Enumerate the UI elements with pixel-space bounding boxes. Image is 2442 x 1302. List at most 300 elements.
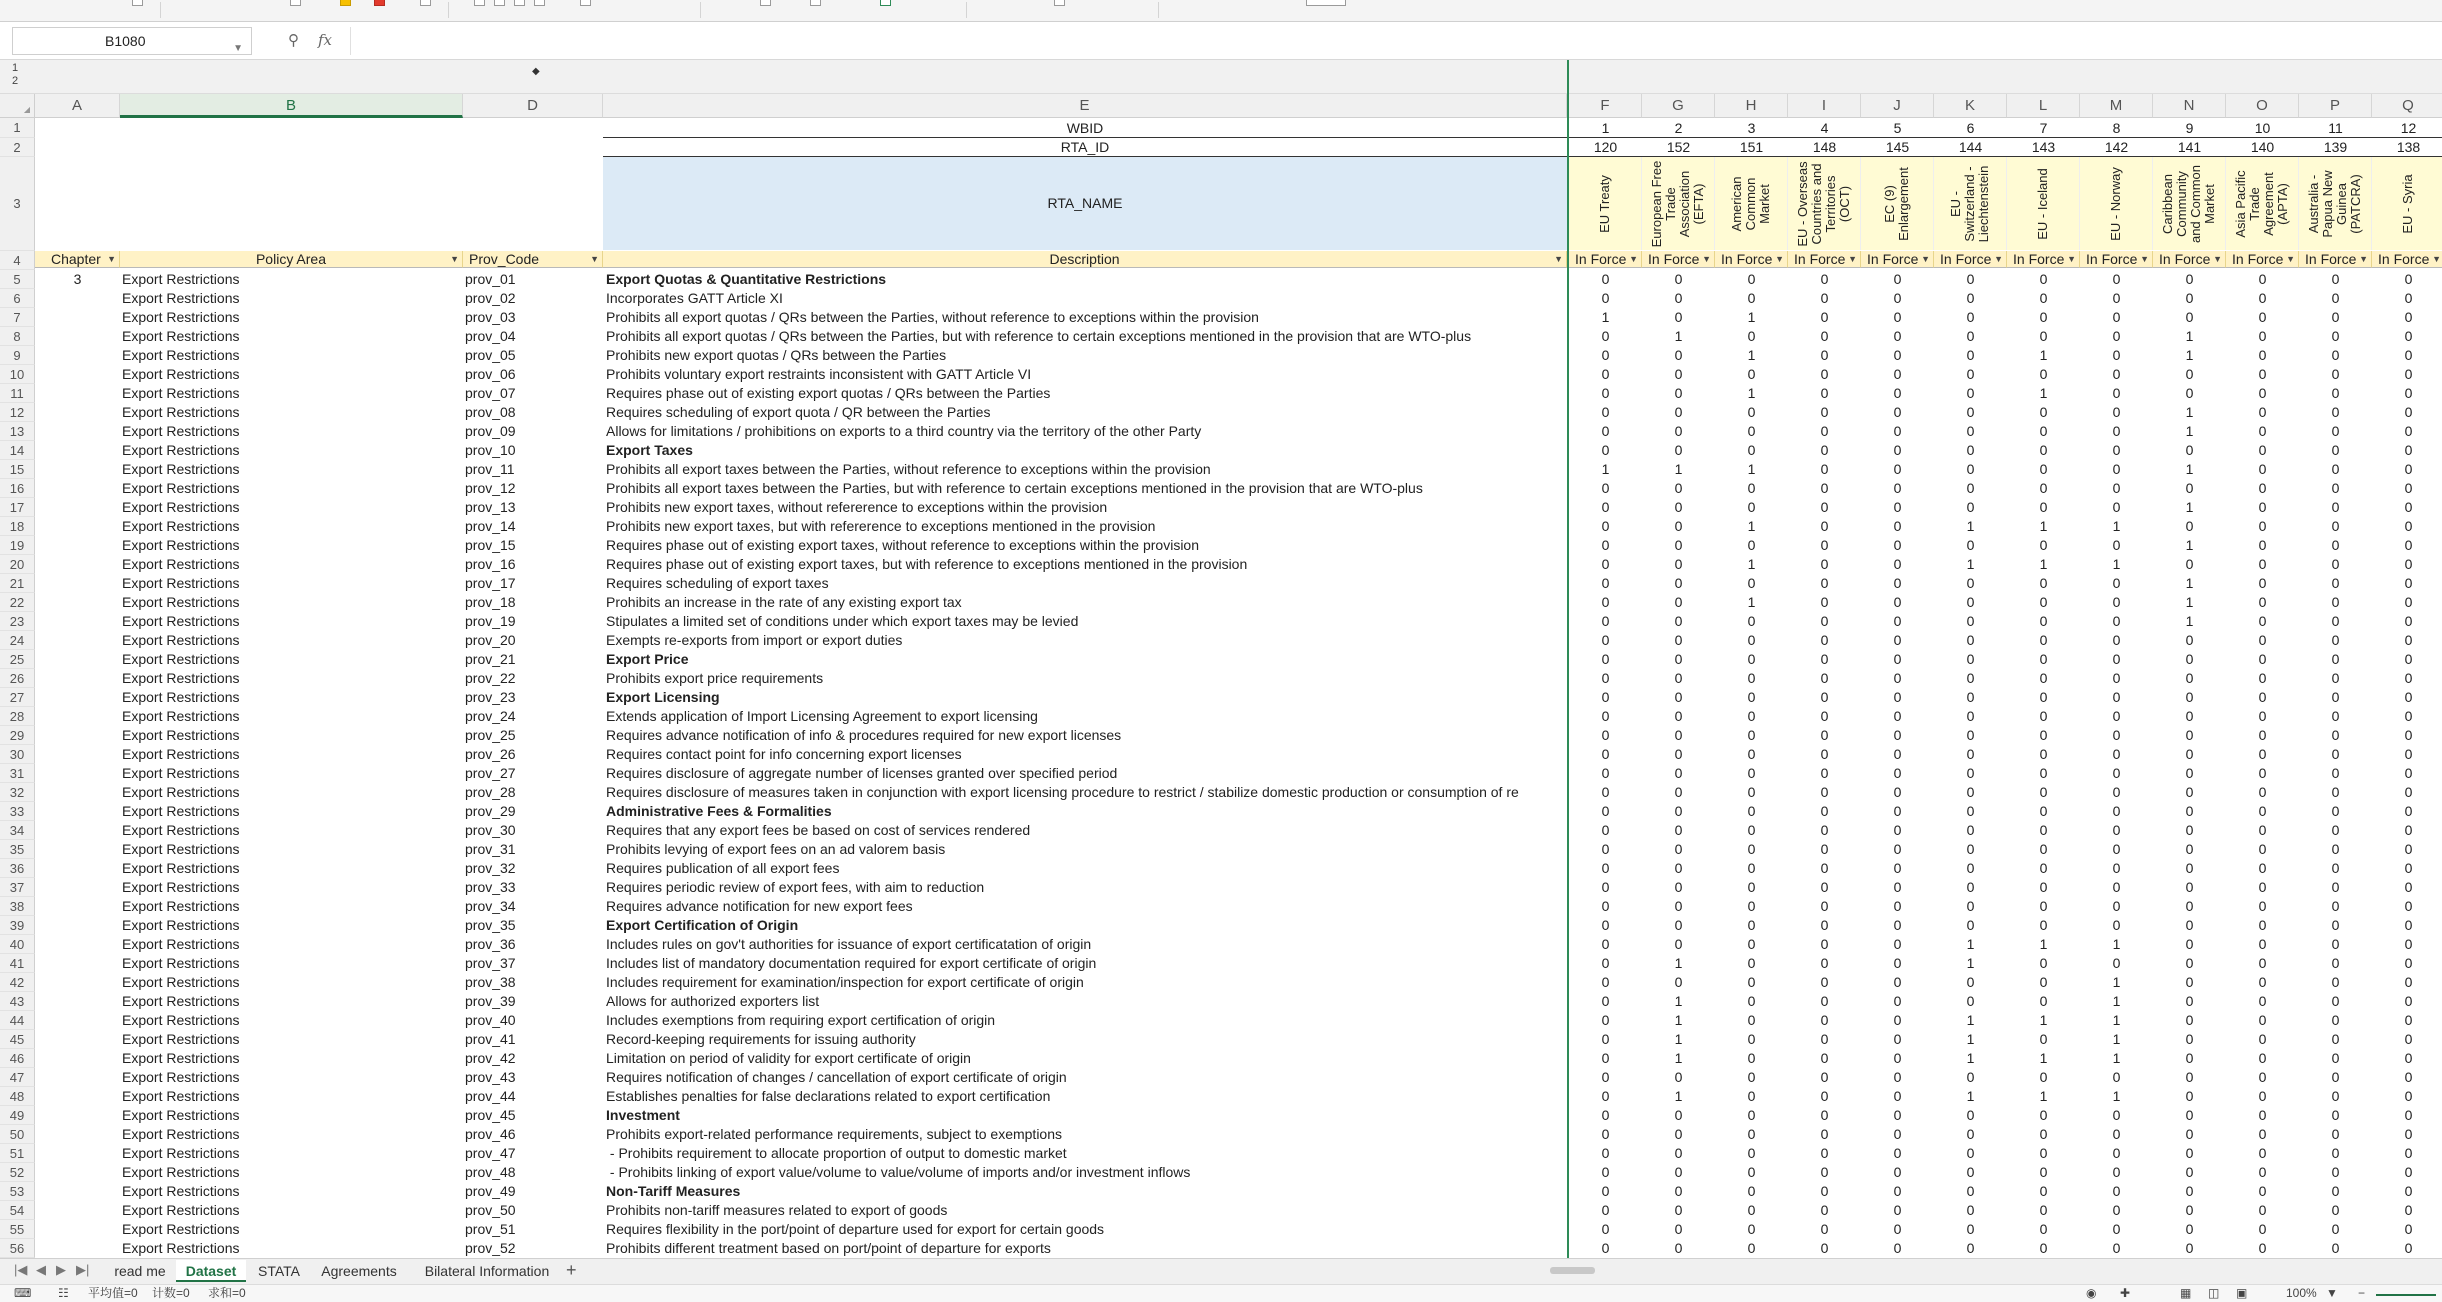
description-cell[interactable]: Allows for limitations / prohibitions on exports to a third country via the territory of the other Party [606,423,1202,439]
provision-value-cell[interactable]: 0 [2112,860,2121,876]
zoom-icon[interactable]: ⚲ [288,32,299,49]
provision-value-cell[interactable]: 0 [1893,594,1902,610]
provision-value-cell[interactable]: 0 [2331,765,2340,781]
chapter-cell[interactable] [35,764,120,783]
row-header[interactable]: 20 [0,555,35,574]
provision-value-cell[interactable]: 0 [1820,385,1829,401]
prov-code-cell[interactable]: prov_42 [465,1050,516,1066]
provision-value-cell[interactable]: 0 [2404,556,2413,572]
wrap-text-icon[interactable] [580,0,591,6]
row-header[interactable]: 27 [0,688,35,707]
provision-value-cell[interactable]: 0 [2039,1126,2048,1142]
filter-dropdown-icon[interactable]: ▼ [1702,254,1711,264]
provision-value-cell[interactable]: 0 [1601,822,1610,838]
provision-value-cell[interactable]: 0 [1820,309,1829,325]
provision-value-cell[interactable]: 0 [1893,1107,1902,1123]
font-icon[interactable] [290,0,301,6]
policy-area-cell[interactable]: Export Restrictions [122,385,240,401]
chapter-cell[interactable] [35,688,120,707]
provision-value-cell[interactable]: 0 [1601,993,1610,1009]
filter-dropdown-icon[interactable]: ▼ [590,254,599,264]
select-all-corner[interactable] [0,94,35,118]
provision-value-cell[interactable]: 0 [1674,613,1683,629]
provision-value-cell[interactable]: 0 [1601,1221,1610,1237]
provision-value-cell[interactable]: 0 [1674,689,1683,705]
provision-value-cell[interactable]: 0 [1820,936,1829,952]
provision-value-cell[interactable]: 0 [2112,670,2121,686]
provision-value-cell[interactable]: 0 [1966,423,1975,439]
provision-value-cell[interactable]: 0 [2404,860,2413,876]
policy-area-cell[interactable]: Export Restrictions [122,271,240,287]
provision-value-cell[interactable]: 0 [2112,841,2121,857]
description-cell[interactable]: Includes rules on gov't authorities for issuance of export certificatation of origin [606,936,1092,952]
provision-value-cell[interactable]: 0 [1601,1069,1610,1085]
provision-value-cell[interactable]: 1 [1966,1050,1975,1066]
row-header[interactable]: 45 [0,1030,35,1049]
provision-value-cell[interactable]: 0 [2258,290,2267,306]
rta-id-cell[interactable]: 142 [2080,138,2153,157]
provision-value-cell[interactable]: 0 [1674,841,1683,857]
provision-value-cell[interactable]: 0 [2404,727,2413,743]
filter-dropdown-icon[interactable]: ▼ [1994,254,2003,264]
filter-status[interactable] [1642,251,1715,268]
description-cell[interactable]: Prohibits new export taxes, but with refererence to exceptions mentioned in the provision [606,518,1156,534]
provision-value-cell[interactable]: 0 [2185,271,2194,287]
provision-value-cell[interactable]: 0 [1674,746,1683,762]
provision-value-cell[interactable]: 0 [1966,689,1975,705]
row-header[interactable]: 11 [0,384,35,403]
chapter-cell[interactable] [35,1087,120,1106]
provision-value-cell[interactable]: 0 [1601,784,1610,800]
chapter-cell[interactable] [35,479,120,498]
provision-value-cell[interactable]: 0 [2404,613,2413,629]
provision-value-cell[interactable]: 0 [1966,366,1975,382]
provision-value-cell[interactable]: 0 [2112,480,2121,496]
column-header-q[interactable]: Q [2372,94,2442,118]
row-header[interactable]: 40 [0,935,35,954]
provision-value-cell[interactable]: 0 [1893,974,1902,990]
description-cell[interactable]: Export Licensing [606,689,720,705]
provision-value-cell[interactable]: 0 [2331,1012,2340,1028]
prov-code-cell[interactable]: prov_07 [465,385,516,401]
provision-value-cell[interactable]: 0 [1966,746,1975,762]
provision-value-cell[interactable]: 1 [1966,1088,1975,1104]
provision-value-cell[interactable]: 0 [1966,385,1975,401]
filter-status[interactable] [1569,251,1642,268]
row-header[interactable]: 42 [0,973,35,992]
column-header-n[interactable]: N [2153,94,2226,118]
provision-value-cell[interactable]: 0 [2258,366,2267,382]
provision-value-cell[interactable]: 1 [1747,461,1756,477]
provision-value-cell[interactable]: 0 [2258,404,2267,420]
provision-value-cell[interactable]: 1 [1966,1031,1975,1047]
provision-value-cell[interactable]: 0 [1966,1107,1975,1123]
provision-value-cell[interactable]: 0 [2039,480,2048,496]
provision-value-cell[interactable]: 0 [1893,1183,1902,1199]
filter-prov-code[interactable] [463,251,603,268]
chapter-cell[interactable] [35,517,120,536]
provision-value-cell[interactable]: 0 [1601,879,1610,895]
provision-value-cell[interactable]: 0 [1966,708,1975,724]
description-cell[interactable]: Prohibits new export quotas / QRs between the Parties [606,347,947,363]
provision-value-cell[interactable]: 0 [2112,689,2121,705]
wbid-cell[interactable]: 4 [1788,118,1861,138]
prov-code-cell[interactable]: prov_31 [465,841,516,857]
rta-name-cell[interactable] [2153,157,2226,250]
description-cell[interactable]: Prohibits levying of export fees on an ad valorem basis [606,841,946,857]
provision-value-cell[interactable]: 0 [1893,1088,1902,1104]
policy-area-cell[interactable]: Export Restrictions [122,993,240,1009]
provision-value-cell[interactable]: 0 [2039,1164,2048,1180]
provision-value-cell[interactable]: 0 [2331,708,2340,724]
provision-value-cell[interactable]: 1 [1747,347,1756,363]
provision-value-cell[interactable]: 0 [1893,1126,1902,1142]
row-header[interactable]: 12 [0,403,35,422]
policy-area-cell[interactable]: Export Restrictions [122,632,240,648]
row-header-1[interactable]: 1 [0,118,35,138]
provision-value-cell[interactable]: 0 [2185,841,2194,857]
description-cell[interactable]: Prohibits voluntary export restraints inconsistent with GATT Article VI [606,366,1032,382]
provision-value-cell[interactable]: 0 [2039,632,2048,648]
description-cell[interactable]: Record-keeping requirements for issuing authority [606,1031,916,1047]
provision-value-cell[interactable]: 0 [1966,784,1975,800]
policy-area-cell[interactable]: Export Restrictions [122,1240,240,1256]
provision-value-cell[interactable]: 0 [2404,670,2413,686]
provision-value-cell[interactable]: 0 [1966,1183,1975,1199]
chapter-cell[interactable] [35,574,120,593]
provision-value-cell[interactable]: 0 [1966,974,1975,990]
provision-value-cell[interactable]: 0 [2039,594,2048,610]
provision-value-cell[interactable]: 0 [1820,1107,1829,1123]
provision-value-cell[interactable]: 1 [1601,309,1610,325]
description-cell[interactable]: Requires scheduling of export taxes [606,575,829,591]
provision-value-cell[interactable]: 0 [1674,784,1683,800]
filter-dropdown-icon[interactable]: ▼ [2432,254,2441,264]
description-cell[interactable]: Prohibits all export taxes between the Parties, without reference to exceptions within the provision [606,461,1211,477]
policy-area-cell[interactable]: Export Restrictions [122,746,240,762]
policy-area-cell[interactable]: Export Restrictions [122,366,240,382]
provision-value-cell[interactable]: 0 [1674,822,1683,838]
provision-value-cell[interactable]: 0 [1893,936,1902,952]
description-cell[interactable]: Includes exemptions from requiring export certification of origin [606,1012,996,1028]
provision-value-cell[interactable]: 0 [2258,1088,2267,1104]
chapter-cell[interactable] [35,1030,120,1049]
provision-value-cell[interactable]: 0 [1674,898,1683,914]
provision-value-cell[interactable]: 0 [1966,917,1975,933]
provision-value-cell[interactable]: 0 [1966,727,1975,743]
indent-icon[interactable] [534,0,545,6]
provision-value-cell[interactable]: 0 [1601,936,1610,952]
provision-value-cell[interactable]: 1 [2112,1050,2121,1066]
provision-value-cell[interactable]: 0 [1601,746,1610,762]
provision-value-cell[interactable]: 0 [1601,1050,1610,1066]
provision-value-cell[interactable]: 0 [1674,1069,1683,1085]
prov-code-cell[interactable]: prov_06 [465,366,516,382]
provision-value-cell[interactable]: 0 [2112,423,2121,439]
provision-value-cell[interactable]: 0 [1601,898,1610,914]
column-header-o[interactable]: O [2226,94,2299,118]
policy-area-cell[interactable]: Export Restrictions [122,537,240,553]
provision-value-cell[interactable]: 0 [2112,1240,2121,1256]
provision-value-cell[interactable]: 0 [2112,708,2121,724]
description-cell[interactable]: Requires phase out of existing export taxes, without reference to exceptions within the provision [606,537,1199,553]
provision-value-cell[interactable]: 0 [2112,1202,2121,1218]
provision-value-cell[interactable]: 0 [2039,765,2048,781]
provision-value-cell[interactable]: 0 [2404,499,2413,515]
policy-area-cell[interactable]: Export Restrictions [122,1031,240,1047]
provision-value-cell[interactable]: 0 [2331,993,2340,1009]
provision-value-cell[interactable]: 0 [1674,1240,1683,1256]
chapter-cell[interactable] [35,460,120,479]
provision-value-cell[interactable]: 1 [2185,613,2194,629]
provision-value-cell[interactable]: 0 [2331,1240,2340,1256]
provision-value-cell[interactable]: 0 [1747,1069,1756,1085]
filter-status[interactable] [1861,251,1934,268]
policy-area-cell[interactable]: Export Restrictions [122,1202,240,1218]
provision-value-cell[interactable]: 0 [1747,442,1756,458]
provision-value-cell[interactable]: 0 [2185,1240,2194,1256]
provision-value-cell[interactable]: 0 [2258,936,2267,952]
policy-area-cell[interactable]: Export Restrictions [122,651,240,667]
add-sheet-button[interactable]: + [566,1260,577,1280]
provision-value-cell[interactable]: 0 [2185,1012,2194,1028]
column-header-e[interactable]: E [603,94,1567,118]
provision-value-cell[interactable]: 0 [1820,404,1829,420]
wbid-cell[interactable]: 2 [1642,118,1715,138]
chapter-cell[interactable] [35,954,120,973]
provision-value-cell[interactable]: 0 [2331,1107,2340,1123]
provision-value-cell[interactable]: 0 [2258,1145,2267,1161]
normal-view-icon[interactable]: ▦ [2180,1286,2192,1300]
prov-code-cell[interactable]: prov_23 [465,689,516,705]
provision-value-cell[interactable]: 0 [2258,271,2267,287]
provision-value-cell[interactable]: 0 [1820,955,1829,971]
provision-value-cell[interactable]: 0 [1966,1164,1975,1180]
provision-value-cell[interactable]: 0 [1966,1240,1975,1256]
provision-value-cell[interactable]: 0 [2404,575,2413,591]
provision-value-cell[interactable]: 0 [2331,423,2340,439]
provision-value-cell[interactable]: 0 [2112,651,2121,667]
chapter-cell[interactable] [35,1239,120,1258]
provision-value-cell[interactable]: 0 [2258,613,2267,629]
provision-value-cell[interactable]: 1 [2039,347,2048,363]
chapter-cell[interactable] [35,1068,120,1087]
provision-value-cell[interactable]: 0 [2112,1107,2121,1123]
provision-value-cell[interactable]: 0 [1820,746,1829,762]
provision-value-cell[interactable]: 0 [2185,689,2194,705]
provision-value-cell[interactable]: 0 [1893,480,1902,496]
provision-value-cell[interactable]: 0 [2039,841,2048,857]
chapter-cell[interactable] [35,973,120,992]
prov-code-cell[interactable]: prov_39 [465,993,516,1009]
align-center-icon[interactable] [494,0,505,6]
provision-value-cell[interactable]: 0 [1820,480,1829,496]
description-cell[interactable]: Prohibits different treatment based on port/point of departure for exports [606,1240,1051,1256]
provision-value-cell[interactable]: 0 [2112,1221,2121,1237]
provision-value-cell[interactable]: 0 [1747,822,1756,838]
policy-area-cell[interactable]: Export Restrictions [122,347,240,363]
provision-value-cell[interactable]: 0 [2039,860,2048,876]
provision-value-cell[interactable]: 0 [1747,879,1756,895]
provision-value-cell[interactable]: 0 [2258,480,2267,496]
provision-value-cell[interactable]: 0 [2404,1240,2413,1256]
zoom-out-icon[interactable]: − [2358,1286,2366,1300]
provision-value-cell[interactable]: 0 [2258,556,2267,572]
provision-value-cell[interactable]: 0 [1966,1202,1975,1218]
provision-value-cell[interactable]: 0 [1893,803,1902,819]
description-cell[interactable]: Stipulates a limited set of conditions under which export taxes may be levied [606,613,1079,629]
provision-value-cell[interactable]: 1 [1966,1012,1975,1028]
column-header-l[interactable]: L [2007,94,2080,118]
provision-value-cell[interactable]: 0 [2258,518,2267,534]
row-header[interactable]: 38 [0,897,35,916]
provision-value-cell[interactable]: 0 [2404,328,2413,344]
provision-value-cell[interactable]: 0 [1747,898,1756,914]
provision-value-cell[interactable]: 0 [2185,1031,2194,1047]
provision-value-cell[interactable]: 1 [2185,499,2194,515]
provision-value-cell[interactable]: 1 [2039,936,2048,952]
provision-value-cell[interactable]: 0 [1966,651,1975,667]
wbid-cell[interactable]: 10 [2226,118,2299,138]
provision-value-cell[interactable]: 0 [2185,860,2194,876]
provision-value-cell[interactable]: 0 [1966,328,1975,344]
provision-value-cell[interactable]: 0 [1674,347,1683,363]
filter-description[interactable] [603,251,1567,268]
provision-value-cell[interactable]: 0 [2112,1126,2121,1142]
provision-value-cell[interactable]: 0 [1747,537,1756,553]
rta-name-cell[interactable] [2007,157,2080,250]
provision-value-cell[interactable]: 0 [2185,651,2194,667]
prov-code-cell[interactable]: prov_43 [465,1069,516,1085]
chapter-cell[interactable] [35,631,120,650]
provision-value-cell[interactable]: 0 [2185,746,2194,762]
align-right-icon[interactable] [514,0,525,6]
provision-value-cell[interactable]: 0 [1820,879,1829,895]
description-cell[interactable]: Requires that any export fees be based on cost of services rendered [606,822,1031,838]
provision-value-cell[interactable]: 0 [1601,499,1610,515]
tab-dataset[interactable]: Dataset [176,1260,246,1282]
rta-name-cell[interactable] [1642,157,1715,250]
column-header-a[interactable]: A [35,94,120,118]
provision-value-cell[interactable]: 0 [1820,1031,1829,1047]
policy-area-cell[interactable]: Export Restrictions [122,499,240,515]
provision-value-cell[interactable]: 0 [1893,347,1902,363]
provision-value-cell[interactable]: 0 [1674,708,1683,724]
provision-value-cell[interactable]: 0 [1747,423,1756,439]
provision-value-cell[interactable]: 0 [1674,765,1683,781]
chapter-cell[interactable] [35,745,120,764]
chapter-cell[interactable] [35,1011,120,1030]
provision-value-cell[interactable]: 0 [2258,1221,2267,1237]
provision-value-cell[interactable]: 0 [1893,271,1902,287]
provision-value-cell[interactable]: 0 [1820,689,1829,705]
policy-area-cell[interactable]: Export Restrictions [122,613,240,629]
row-header[interactable]: 30 [0,745,35,764]
rta-name-cell[interactable] [2299,157,2372,250]
provision-value-cell[interactable]: 0 [2258,499,2267,515]
provision-value-cell[interactable]: 1 [1674,328,1683,344]
provision-value-cell[interactable]: 0 [1747,974,1756,990]
provision-value-cell[interactable]: 0 [2185,1221,2194,1237]
provision-value-cell[interactable]: 0 [2258,423,2267,439]
row-header[interactable]: 16 [0,479,35,498]
row-header[interactable]: 55 [0,1220,35,1239]
provision-value-cell[interactable]: 0 [1966,879,1975,895]
provision-value-cell[interactable]: 0 [1674,480,1683,496]
provision-value-cell[interactable]: 0 [1820,347,1829,363]
provision-value-cell[interactable]: 0 [2039,1145,2048,1161]
provision-value-cell[interactable]: 0 [2258,1012,2267,1028]
provision-value-cell[interactable]: 1 [2185,594,2194,610]
provision-value-cell[interactable]: 0 [1966,765,1975,781]
provision-value-cell[interactable]: 1 [1747,309,1756,325]
sort-filter-icon[interactable] [1306,0,1346,6]
description-cell[interactable]: Requires disclosure of aggregate number of licenses granted over specified period [606,765,1118,781]
provision-value-cell[interactable]: 0 [1747,765,1756,781]
provision-value-cell[interactable]: 0 [2039,1240,2048,1256]
provision-value-cell[interactable]: 0 [1601,404,1610,420]
provision-value-cell[interactable]: 1 [1674,1012,1683,1028]
provision-value-cell[interactable]: 0 [2185,670,2194,686]
description-cell[interactable]: Extends application of Import Licensing Agreement to export licensing [606,708,1038,724]
provision-value-cell[interactable]: 0 [2039,290,2048,306]
provision-value-cell[interactable]: 0 [1601,1012,1610,1028]
provision-value-cell[interactable]: 0 [2258,1050,2267,1066]
prov-code-cell[interactable]: prov_30 [465,822,516,838]
provision-value-cell[interactable]: 0 [2112,1183,2121,1199]
provision-value-cell[interactable]: 0 [2404,955,2413,971]
provision-value-cell[interactable]: 0 [1747,366,1756,382]
provision-value-cell[interactable]: 0 [2039,727,2048,743]
provision-value-cell[interactable]: 0 [2404,993,2413,1009]
description-cell[interactable]: Export Quotas & Quantitative Restrictions [606,271,887,287]
prov-code-cell[interactable]: prov_14 [465,518,516,534]
provision-value-cell[interactable]: 0 [2039,423,2048,439]
provision-value-cell[interactable]: 0 [1674,309,1683,325]
provision-value-cell[interactable]: 1 [1674,461,1683,477]
policy-area-cell[interactable]: Export Restrictions [122,1088,240,1104]
chapter-cell[interactable] [35,346,120,365]
row-header[interactable]: 44 [0,1011,35,1030]
provision-value-cell[interactable]: 0 [1966,1145,1975,1161]
formula-input[interactable] [350,27,2432,55]
provision-value-cell[interactable]: 0 [2185,1050,2194,1066]
prov-code-cell[interactable]: prov_10 [465,442,516,458]
provision-value-cell[interactable]: 0 [1893,917,1902,933]
wbid-cell[interactable]: 12 [2372,118,2442,138]
provision-value-cell[interactable]: 0 [1747,708,1756,724]
provision-value-cell[interactable]: 0 [2185,917,2194,933]
provision-value-cell[interactable]: 0 [1966,537,1975,553]
provision-value-cell[interactable]: 0 [2039,689,2048,705]
provision-value-cell[interactable]: 0 [2039,1107,2048,1123]
provision-value-cell[interactable]: 0 [1674,1126,1683,1142]
chapter-cell[interactable] [35,1049,120,1068]
provision-value-cell[interactable]: 0 [1674,1221,1683,1237]
rta-name-cell[interactable] [1715,157,1788,250]
provision-value-cell[interactable]: 0 [2039,670,2048,686]
provision-value-cell[interactable]: 0 [1747,651,1756,667]
provision-value-cell[interactable]: 0 [1747,1107,1756,1123]
prov-code-cell[interactable]: prov_51 [465,1221,516,1237]
chapter-cell[interactable]: 3 [73,271,82,287]
provision-value-cell[interactable]: 0 [2039,708,2048,724]
filter-dropdown-icon[interactable]: ▼ [2140,254,2149,264]
provision-value-cell[interactable]: 0 [1747,499,1756,515]
provision-value-cell[interactable]: 0 [1893,689,1902,705]
prov-code-cell[interactable]: prov_48 [465,1164,516,1180]
chapter-cell[interactable] [35,403,120,422]
